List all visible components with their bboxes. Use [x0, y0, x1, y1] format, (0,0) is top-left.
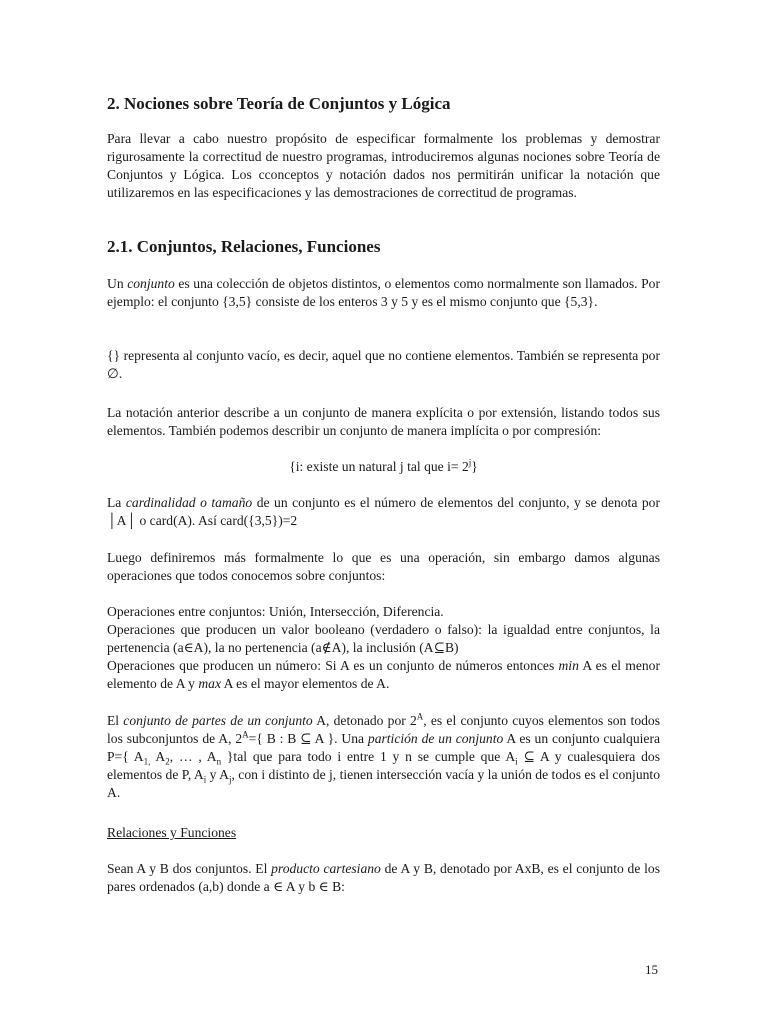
intro-paragraph: Para llevar a cabo nuestro propósito de especificar formalmente los problemas y demostrar rigurosamente la correctitud de nuestro programas, introduciremos algunas nociones sobre Teoría de Conjuntos y Lógica. Los cconceptos y notación dados nos permitirán unificar la notación que utilizaremos en las especificaciones y las demostraciones de correctitud de programas.	[107, 131, 660, 200]
conjunto-paragraph: Un conjunto es una colección de objetos distintos, o elementos como normalmente son llamados. Por ejemplo: el conjunto {3,5} consiste de los enteros 3 y 5 y es el mismo conjunto que {5,3}.	[107, 276, 661, 309]
cartesian-paragraph: Sean A y B dos conjuntos. El producto cartesiano de A y B, denotado por AxB, es el conjunto de los pares ordenados (a,b) donde a ∈ A y b ∈ B:	[107, 861, 661, 894]
operations-intro-paragraph: Luego definiremos más formalmente lo que es una operación, sin embargo damos algunas operaciones que todos conocemos sobre conjuntos:	[107, 550, 660, 583]
page-number: 15	[645, 962, 658, 977]
empty-set-paragraph: {} representa al conjunto vacío, es decir, aquel que no contiene elementos. También se representa por ∅.	[107, 348, 660, 381]
ops-line-2: Operaciones que producen un valor booleano (verdadero o falso): la igualdad entre conjuntos, la pertenencia (a∈A), la no pertenencia (a∉A), la inclusión (A⊆B)	[107, 622, 660, 655]
ops-line-3: Operaciones que producen un número: Si A es un conjunto de números entonces min A es el menor elemento de A y max A es el mayor elementos de A.	[107, 658, 661, 691]
explicit-paragraph: La notación anterior describe a un conjunto de manera explícita o por extensión, listando todos sus elementos. También podemos describir un conjunto de manera implícita o por compresión:	[107, 405, 660, 438]
subsection-heading: 2.1. Conjuntos, Relaciones, Funciones	[107, 237, 381, 256]
cardinality-paragraph: La cardinalidad o tamaño de un conjunto es el número de elementos del conjunto, y se denota por │A│ o card(A). Así card({3,5})=2	[107, 495, 660, 528]
ops-line-1: Operaciones entre conjuntos: Unión, Intersección, Diferencia.	[107, 604, 444, 619]
operations-list	[107, 603, 660, 693]
relations-subheading: Relaciones y Funciones	[107, 825, 237, 840]
section-heading: 2. Nociones sobre Teoría de Conjuntos y Lógica	[107, 94, 451, 113]
set-builder-formula: {i: existe un natural j tal que $i= 2^j$}	[289, 457, 478, 474]
partitions-paragraph: El conjunto de partes de un conjunto A, detonado por $2^A$, es el conjunto cuyos elementos son todos los subconjuntos de A, $2^A=${ B : B ⊆ A }. Una partición de un conjunto A es un conjunto cualquiera P={ $A_{1,}$ $A_2$, … , $A_n$ }tal que para todo i entre 1 y n se cumple que $A_i$ ⊆ A y cualesquiera dos elementos de P, $A_i$ y $A_j$, con i distinto de j, tienen intersección vacía y la unión de todos es el conjunto A.	[107, 711, 661, 800]
